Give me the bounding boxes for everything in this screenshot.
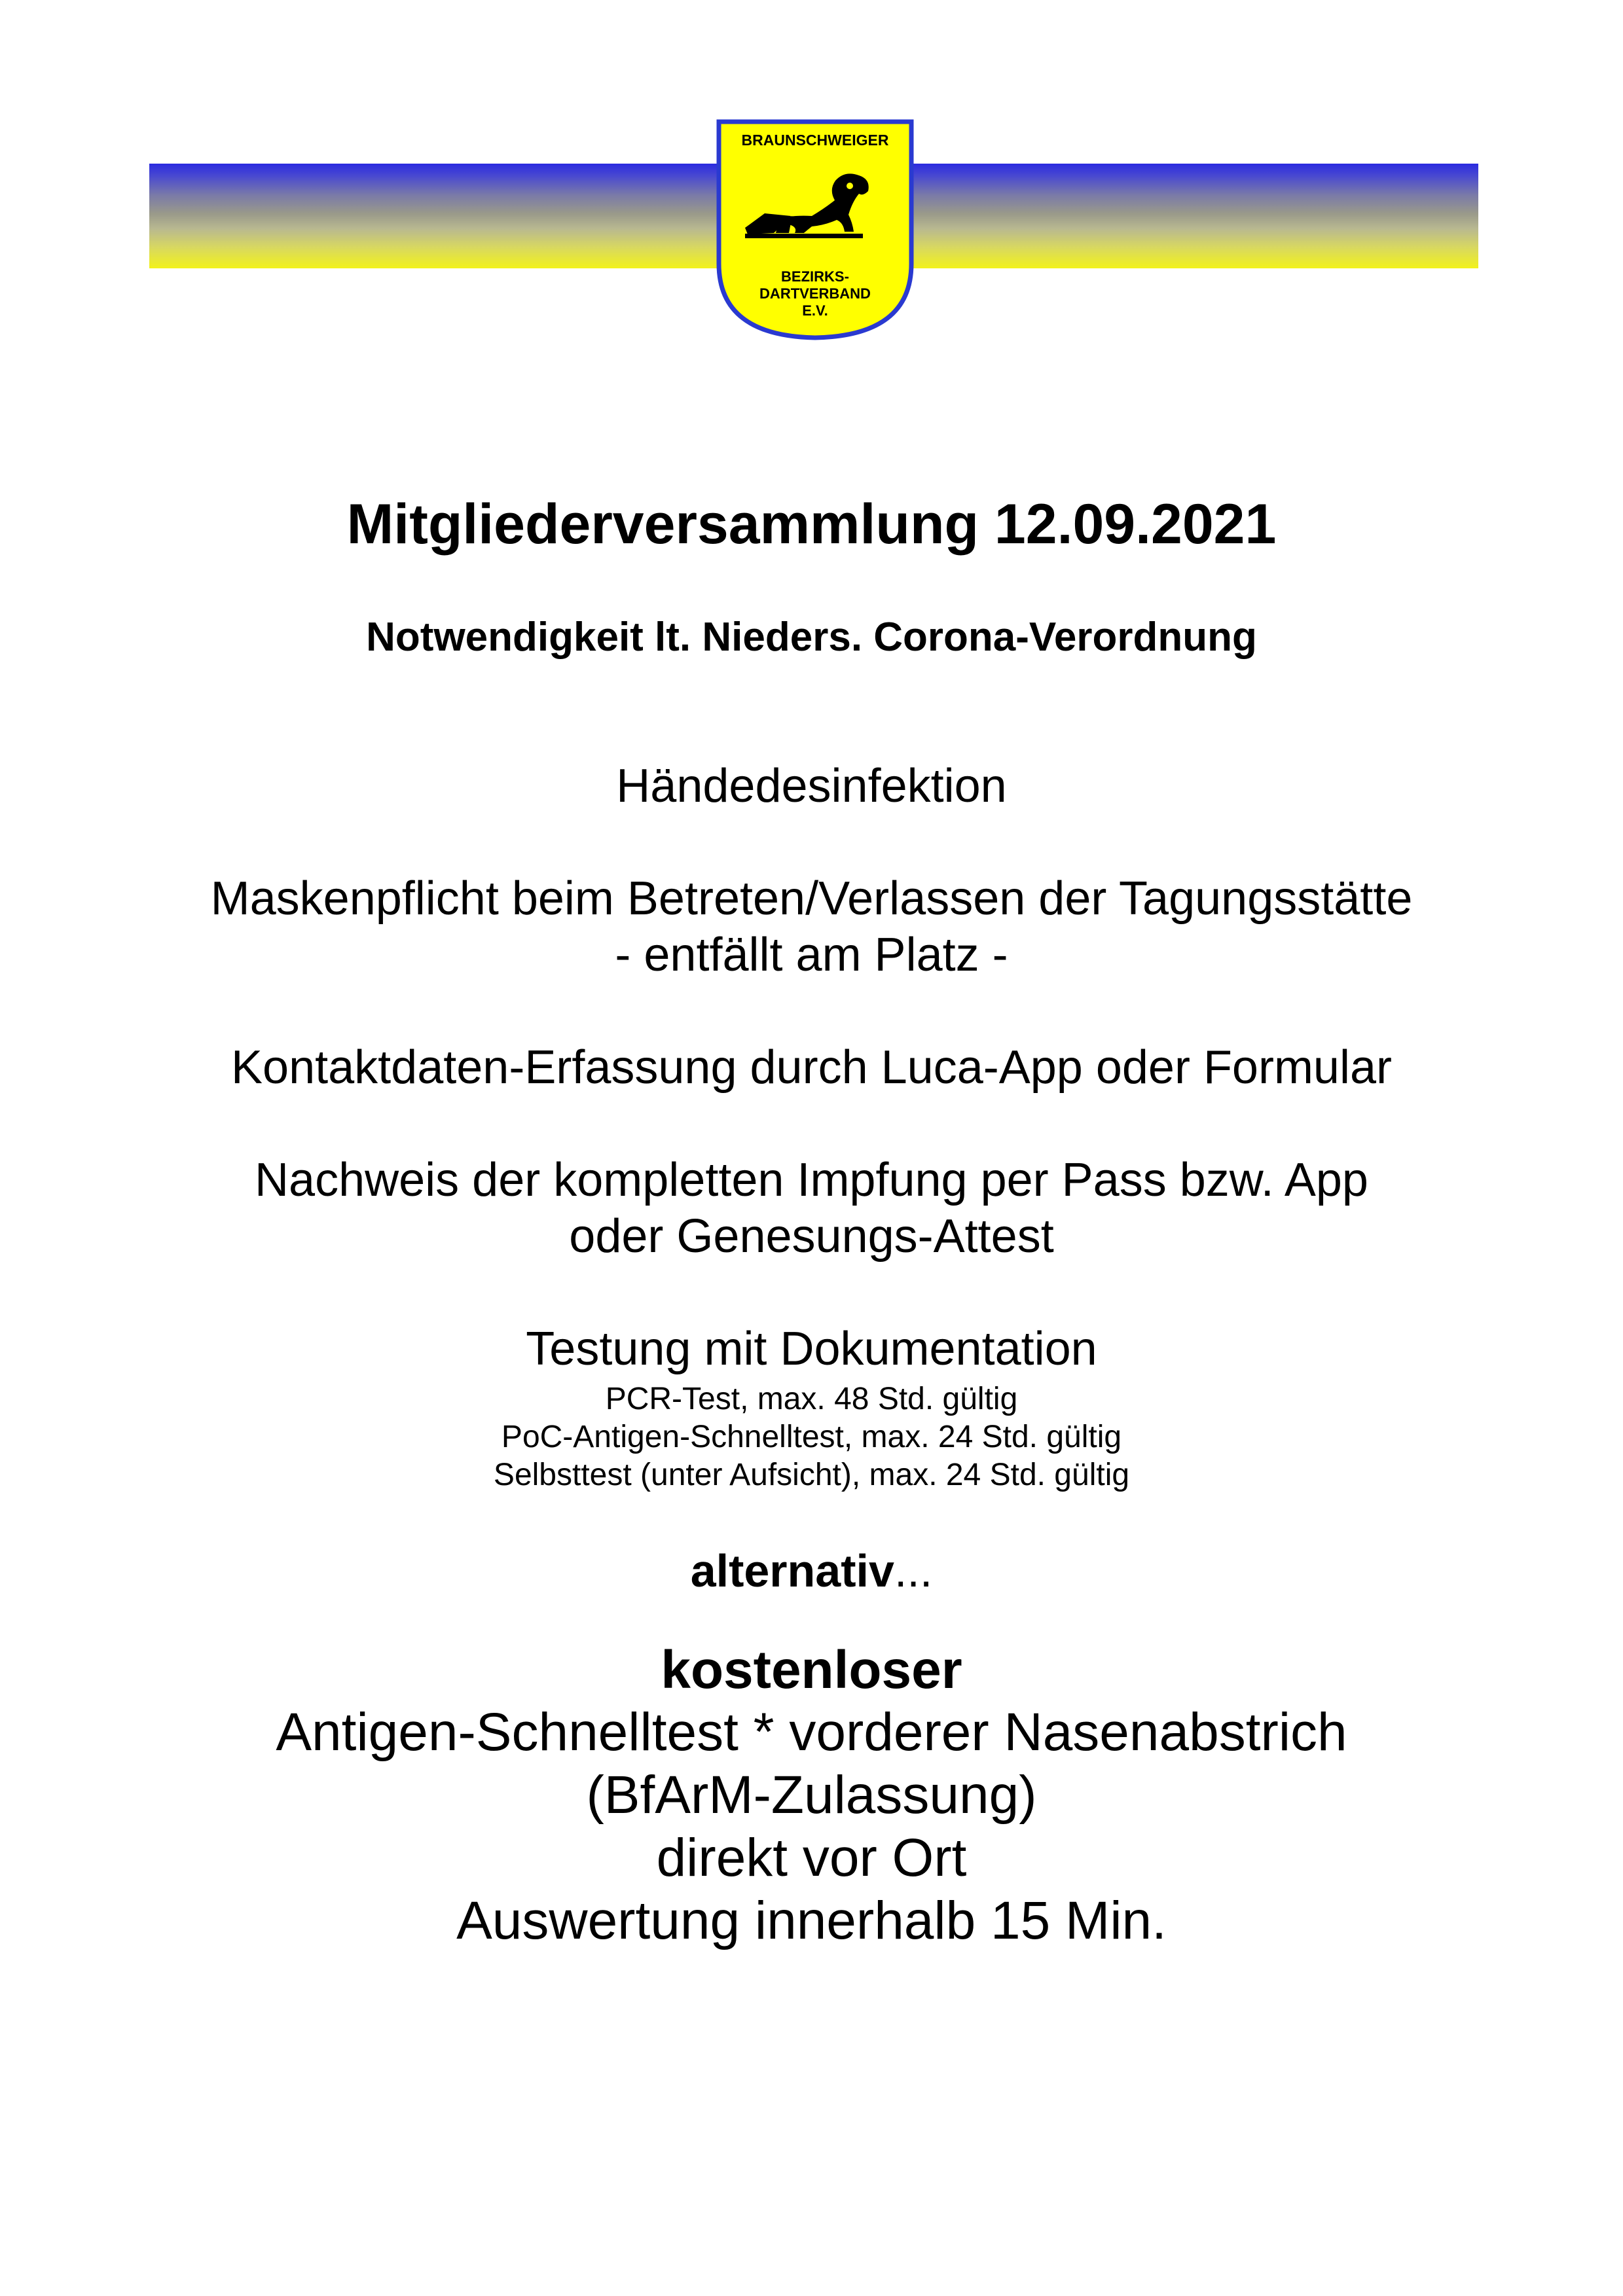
test-option-selftest: Selbsttest (unter Aufsicht), max. 24 Std. gültig xyxy=(493,1458,1130,1492)
rule-contact-tracing: Kontaktdaten-Erfassung durch Luca-App oder Formular xyxy=(231,1041,1392,1094)
logo-bottom-line-2: DARTVERBAND xyxy=(759,285,871,302)
rule-mask-line-2: - entfällt am Platz - xyxy=(615,929,1008,981)
club-logo xyxy=(714,117,917,342)
logo-bottom-line-1: BEZIRKS- xyxy=(781,268,849,285)
logo-top-text: BRAUNSCHWEIGER xyxy=(741,132,889,149)
offer-headline: kostenloser xyxy=(661,1640,962,1700)
page-subtitle: Notwendigkeit lt. Nieders. Corona-Verordnung xyxy=(366,615,1257,660)
rule-testing: Testung mit Dokumentation xyxy=(526,1323,1097,1375)
alternative-bold: alternativ xyxy=(690,1545,894,1596)
rule-proof-line-1: Nachweis der kompletten Impfung per Pass bzw. App xyxy=(255,1154,1368,1206)
offer-line-1: Antigen-Schnelltest * vorderer Nasenabstrich xyxy=(276,1702,1347,1762)
offer-line-4: Auswertung innerhalb 15 Min. xyxy=(456,1891,1167,1950)
offer-line-2: (BfArM-Zulassung) xyxy=(586,1765,1037,1825)
test-option-pcr: PCR-Test, max. 48 Std. gültig xyxy=(605,1382,1018,1416)
alternative-label xyxy=(0,1545,1623,1597)
rule-hand-disinfection: Händedesinfektion xyxy=(616,760,1007,812)
alternative-ellipsis: ... xyxy=(894,1545,933,1596)
rule-mask-line-1: Maskenpflicht beim Betreten/Verlassen der Tagungsstätte xyxy=(210,872,1413,925)
rule-proof-line-2: oder Genesungs-Attest xyxy=(569,1210,1054,1263)
logo-bottom-line-3: E.V. xyxy=(802,302,828,319)
page-title: Mitgliederversammlung 12.09.2021 xyxy=(346,493,1277,556)
test-option-poc: PoC-Antigen-Schnelltest, max. 24 Std. gültig xyxy=(501,1420,1122,1454)
offer-line-3: direkt vor Ort xyxy=(656,1828,967,1888)
